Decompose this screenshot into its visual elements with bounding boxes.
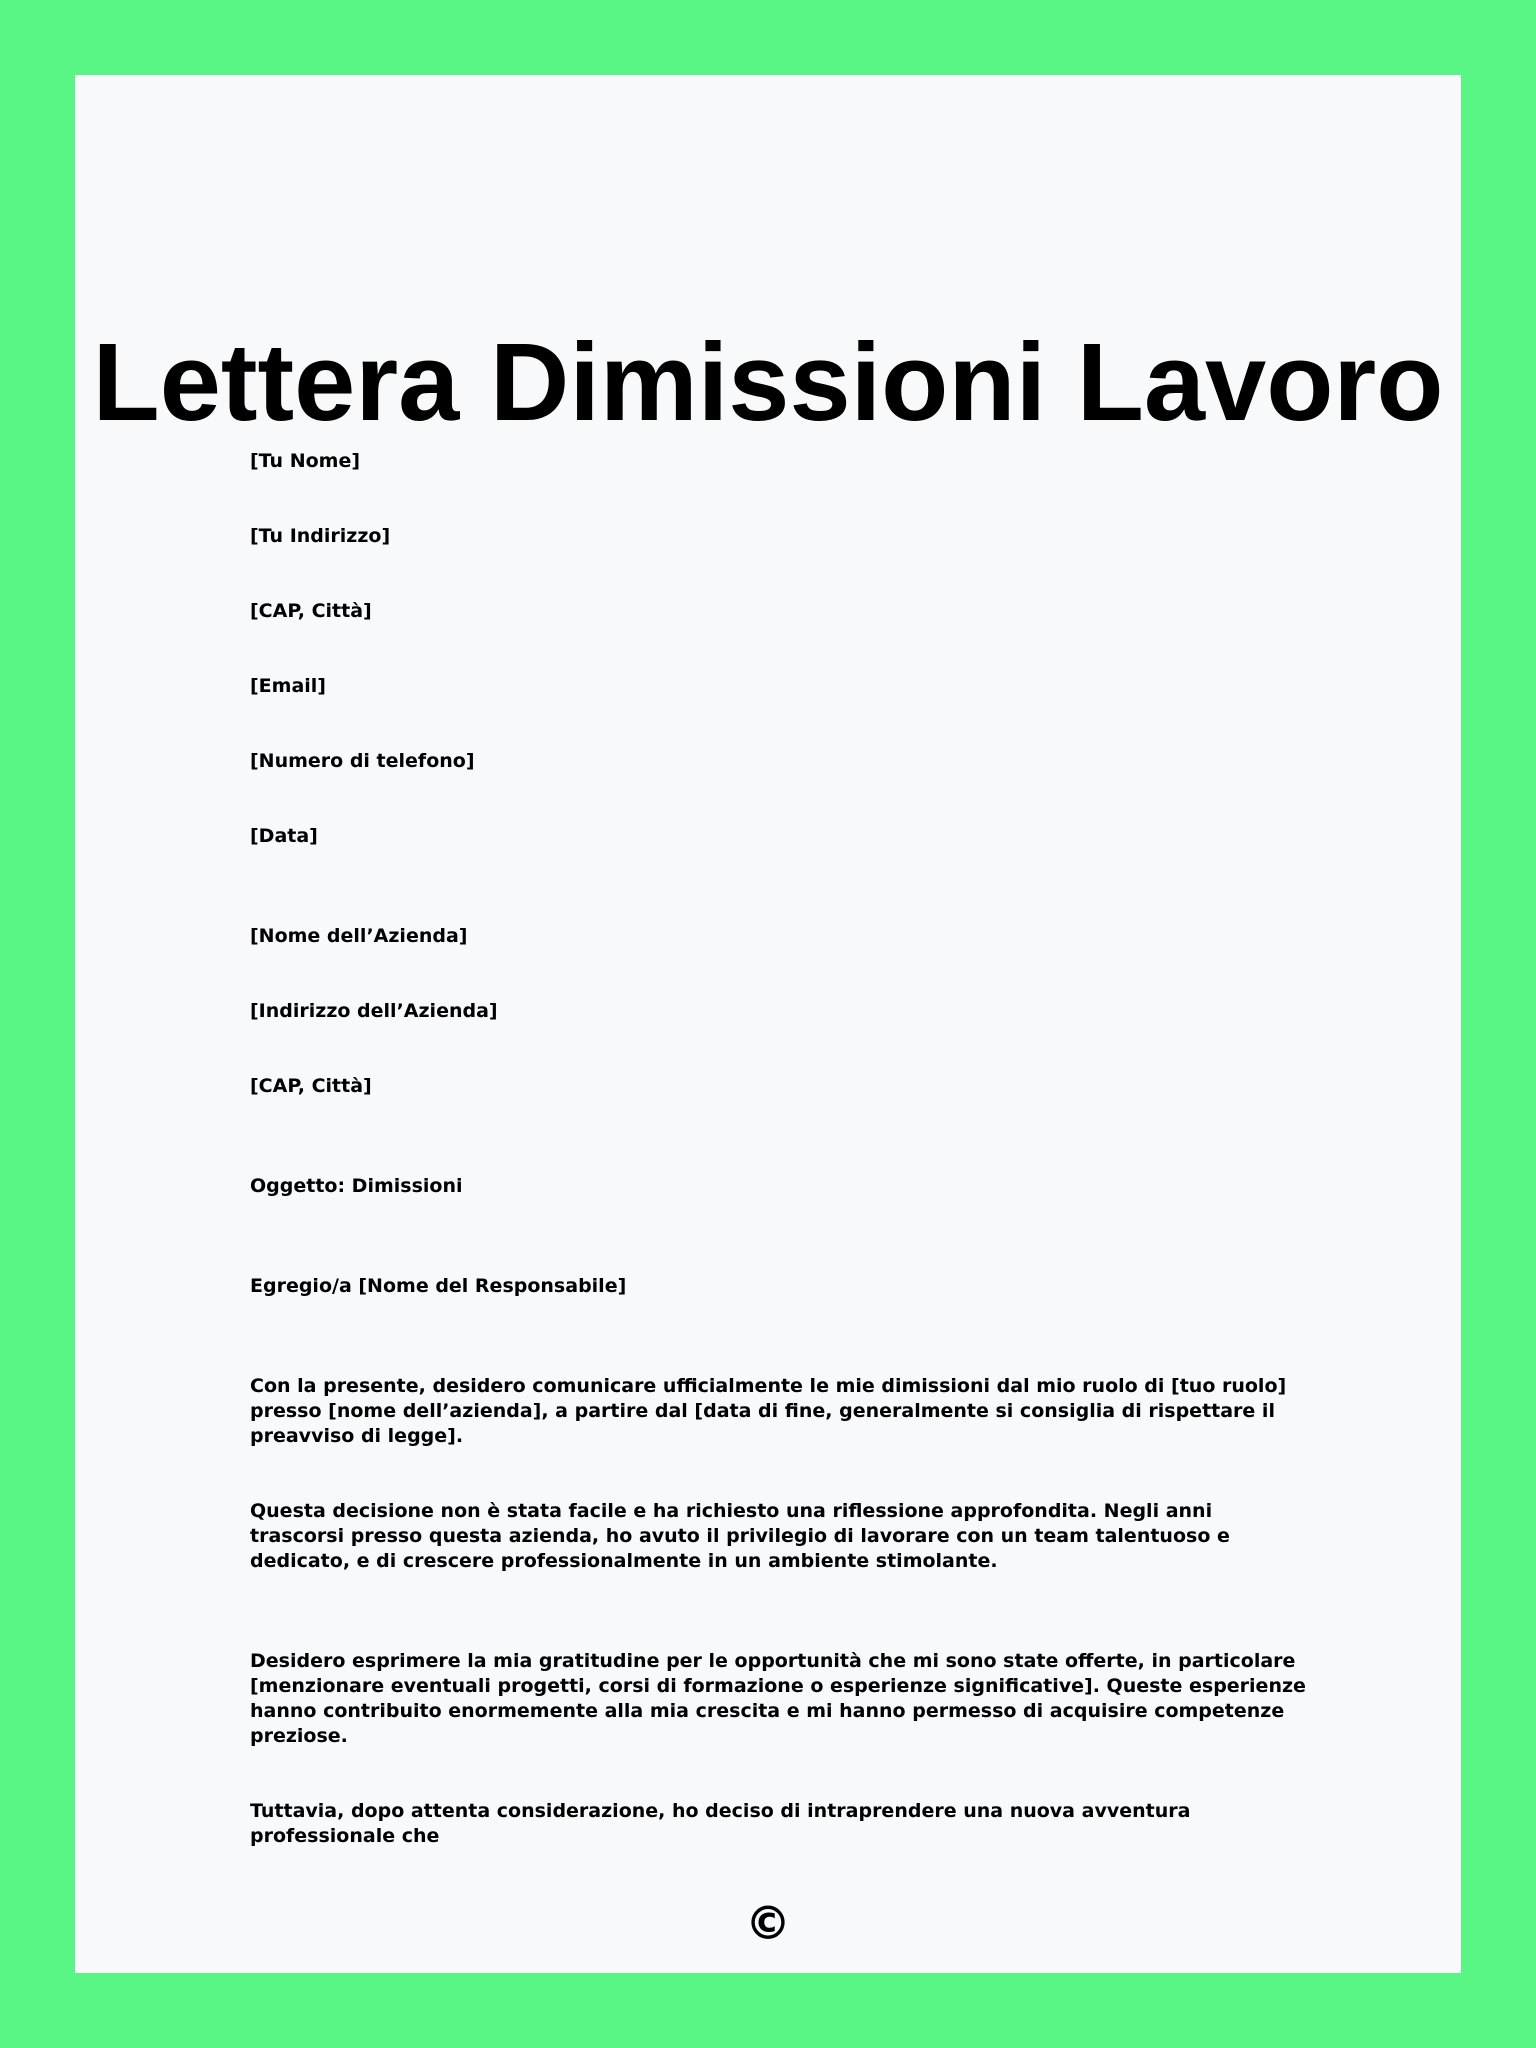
body-paragraph-4: Tuttavia, dopo attenta considerazione, ho deciso di intraprendere una nuova avventura professionale che [250, 1800, 1191, 1847]
recipient-cap-city: [CAP, Città] [250, 1075, 372, 1097]
letter-salutation: Egregio/a [Nome del Responsabile] [250, 1275, 627, 1297]
body-paragraph-1: Con la presente, desidero comunicare ufficialmente le mie dimissioni dal mio ruolo di [tuo ruolo] presso [nome dell’azienda], a partire dal [data di fine, generalmente si consiglia di rispettare il preavviso di legge]. [250, 1375, 1287, 1447]
letter-page [75, 75, 1461, 1973]
sender-cap-city: [CAP, Città] [250, 600, 372, 622]
letter-subject: Oggetto: Dimissioni [250, 1175, 463, 1197]
sender-email: [Email] [250, 675, 326, 697]
body-paragraph-3: Desidero esprimere la mia gratitudine per le opportunità che mi sono state offerte, in particolare [menzionare eventuali progetti, corsi di formazione o esperienze significative]. Queste esperienze hanno contribuito enormemente alla mia crescita e mi hanno permesso di acquisire competenze preziose. [250, 1650, 1306, 1747]
recipient-address: [Indirizzo dell’Azienda] [250, 1000, 498, 1022]
copyright-icon: © [745, 1896, 791, 1950]
letter-date: [Data] [250, 825, 318, 847]
recipient-company: [Nome dell’Azienda] [250, 925, 468, 947]
sender-phone: [Numero di telefono] [250, 750, 475, 772]
sender-name: [Tu Nome] [250, 450, 361, 472]
body-paragraph-2: Questa decisione non è stata facile e ha richiesto una riflessione approfondita. Negli anni trascorsi presso questa azienda, ho avuto il privilegio di lavorare con un team talentuoso e dedicato, e di crescere professionalmente in un ambiente stimolante. [250, 1500, 1230, 1572]
sender-address: [Tu Indirizzo] [250, 525, 391, 547]
page-title: Lettera Dimissioni Lavoro [92, 321, 1444, 444]
